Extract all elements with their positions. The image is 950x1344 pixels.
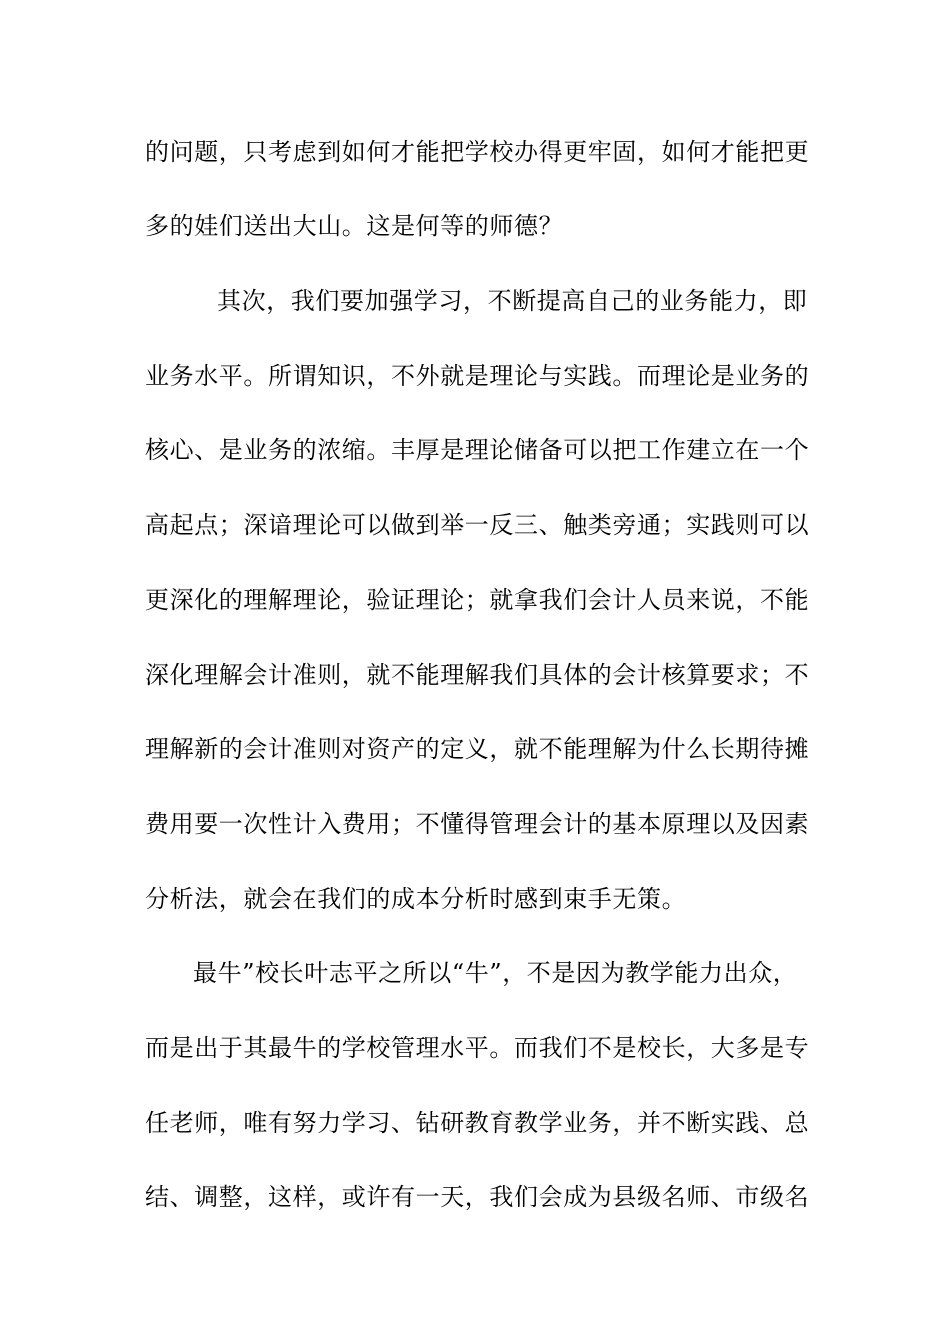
text-line: 多的娃们送出大山。这是何等的师德？ (145, 212, 564, 240)
text-line: 理解新的会计准则对资产的定义，就不能理解为什么长期待摊 (145, 735, 810, 763)
text-line: 结、调整，这样，或许有一天，我们会成为县级名师、市级名 (145, 1183, 810, 1211)
text-line: 而是出于其最牛的学校管理水平。而我们不是校长，大多是专 (145, 1034, 810, 1062)
paragraph-start-line: 其次，我们要加强学习，不断提高自己的业务能力，即 (217, 287, 808, 315)
text-line: 任老师，唯有努力学习、钻研教育教学业务，并不断实践、总 (145, 1109, 810, 1137)
paragraph-start-line: 最牛”校长叶志平之所以“牛”，不是因为教学能力出众， (193, 959, 798, 987)
text-line: 高起点；深谙理论可以做到举一反三、触类旁通；实践则可以 (145, 511, 810, 539)
text-line: 深化理解会计准则，就不能理解我们具体的会计核算要求；不 (145, 661, 810, 689)
text-line: 的问题，只考虑到如何才能把学校办得更牢固，如何才能把更 (145, 138, 810, 166)
text-line: 核心、是业务的浓缩。丰厚是理论储备可以把工作建立在一个 (145, 436, 810, 464)
text-line: 业务水平。所谓知识，不外就是理论与实践。而理论是业务的 (145, 362, 810, 390)
text-line: 费用要一次性计入费用；不懂得管理会计的基本原理以及因素 (145, 810, 810, 838)
text-line: 更深化的理解理论，验证理论；就拿我们会计人员来说，不能 (145, 586, 810, 614)
text-line: 分析法，就会在我们的成本分析时感到束手无策。 (145, 885, 687, 913)
